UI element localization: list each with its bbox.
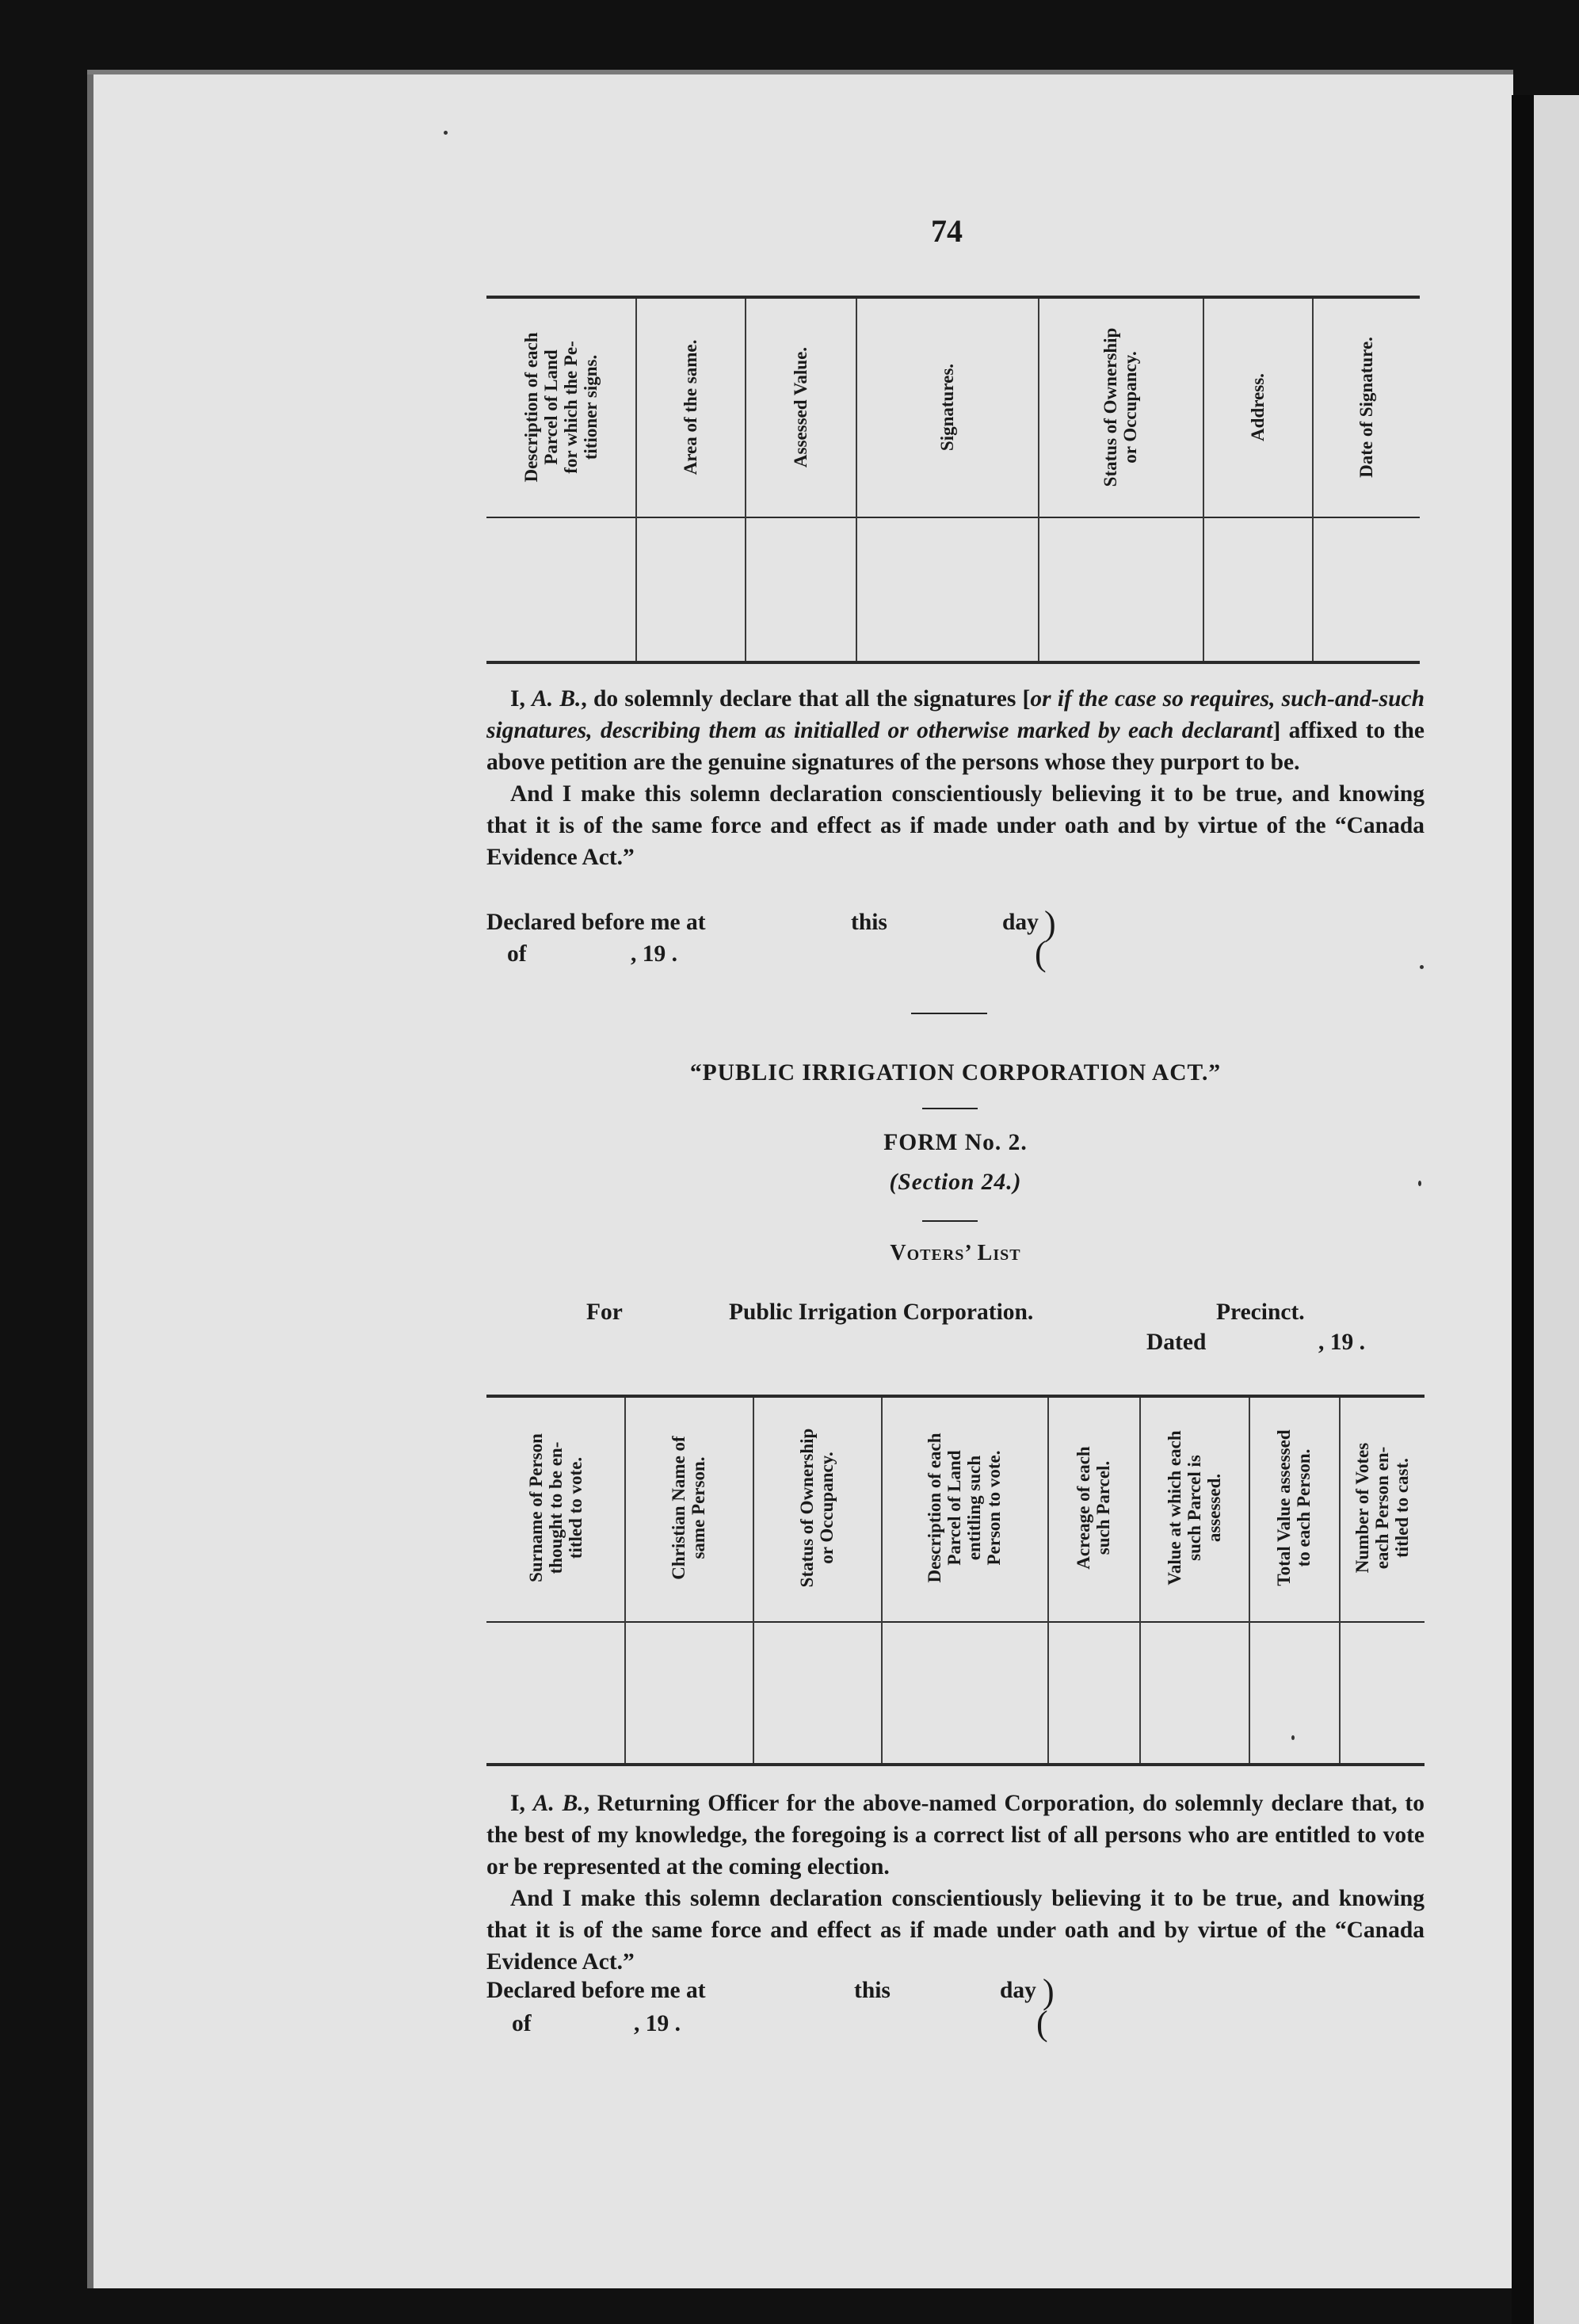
dated-year: , 19 . xyxy=(1318,1330,1365,1355)
column-header-date: Date of Signature. xyxy=(1356,337,1376,478)
for-label: For xyxy=(586,1299,623,1325)
binding-shadow xyxy=(1512,95,1534,2324)
stray-mark xyxy=(1420,965,1424,969)
declared-before-label: Declared before me at xyxy=(486,910,706,935)
form-section: (Section 24.) xyxy=(889,1170,1022,1195)
brace-mark: ) xyxy=(1044,904,1056,943)
declaration-returning-officer xyxy=(486,1788,1425,1978)
table-bottom-rule xyxy=(486,1763,1425,1766)
column-header-address: Address. xyxy=(1247,373,1268,441)
year-label: , 19 . xyxy=(631,941,677,967)
section-divider xyxy=(922,1220,978,1222)
column-header-description: Description of each Parcel of Land entitling such Person to vote. xyxy=(925,1433,1004,1583)
page-left-edge xyxy=(87,70,93,2288)
of-label: of xyxy=(507,941,527,967)
table-header-rule xyxy=(486,1621,1425,1623)
act-title: “PUBLIC IRRIGATION CORPORATION ACT.” xyxy=(689,1060,1222,1086)
stray-mark xyxy=(1418,1181,1421,1186)
this-label: this xyxy=(851,910,887,935)
year-label: , 19 . xyxy=(634,2011,681,2036)
dated-label: Dated xyxy=(1146,1330,1207,1355)
column-header-description: Description of each Parcel of Land for which the Pe- titioner signs. xyxy=(521,332,601,483)
page-number: 74 xyxy=(931,213,963,249)
table-top-rule xyxy=(486,1395,1425,1398)
this-label: this xyxy=(854,1978,891,2003)
day-label: day xyxy=(1000,1978,1036,2003)
column-header-status: Status of Ownership or Occupancy. xyxy=(797,1428,837,1588)
column-header-votes: Number of Votes each Person en- titled to cast. xyxy=(1352,1442,1412,1574)
column-header-surname: Surname of Person thought to be en- titled to vote. xyxy=(525,1433,585,1582)
column-header-total-value: Total Value assessed to each Person. xyxy=(1274,1429,1314,1586)
form-number: FORM No. 2. xyxy=(883,1130,1028,1155)
brace-mark: ( xyxy=(1035,934,1047,973)
column-header-christian-name: Christian Name of same Person. xyxy=(669,1436,708,1580)
column-header-value: Value at which each such Parcel is assessed. xyxy=(1164,1430,1224,1586)
column-header-signatures: Signatures. xyxy=(936,363,957,452)
brace-mark: ) xyxy=(1043,1972,1055,2011)
declaration-paragraph: And I make this solemn declaration conscientiously believing it to be true, and knowing that it is of the same force and effect as if made under oath and by virtue of the “Canada Evidence Act.” xyxy=(486,781,1425,870)
table-top-rule xyxy=(486,296,1420,299)
stray-mark xyxy=(1291,1735,1295,1740)
column-header-area: Area of the same. xyxy=(680,339,700,475)
brace-mark: ( xyxy=(1036,2004,1048,2043)
column-header-assessed-value: Assessed Value. xyxy=(790,346,810,468)
declaration-paragraph: I, A. B., Returning Officer for the above-named Corporation, do solemnly declare that, to the best of my knowledge, the foregoing is a correct list of all persons who are entitled to vote or be represented at the coming election. xyxy=(486,1791,1425,1879)
corporation-label: Public Irrigation Corporation. xyxy=(729,1299,1034,1325)
column-header-acreage: Acreage of each such Parcel. xyxy=(1074,1446,1113,1570)
declaration-paragraph: I, A. B., do solemnly declare that all the signatures [or if the case so requires, such-and-such signatures, describing them as initialled or otherwise marked by each declarant] affixed to the above petition are the genuine signatures of the persons whose they purport to be. xyxy=(486,686,1425,775)
section-divider xyxy=(911,1013,987,1014)
day-label: day xyxy=(1002,910,1039,935)
of-label: of xyxy=(512,2011,532,2036)
table-header-rule xyxy=(486,517,1420,518)
declaration-petition xyxy=(486,683,1425,873)
page-top-edge xyxy=(87,70,1513,74)
stray-mark xyxy=(444,131,448,135)
column-header-status: Status of Ownership or Occupancy. xyxy=(1100,327,1140,487)
declared-before-label: Declared before me at xyxy=(486,1978,706,2003)
precinct-label: Precinct. xyxy=(1216,1299,1305,1325)
section-divider xyxy=(922,1108,978,1109)
declaration-paragraph: And I make this solemn declaration conscientiously believing it to be true, and knowing that it is of the same force and effect as if made under oath and by virtue of the “Canada Evidence Act.” xyxy=(486,1886,1425,1975)
table-bottom-rule xyxy=(486,661,1420,664)
voters-list-title: Voters’ List xyxy=(890,1241,1021,1265)
facing-page-edge xyxy=(1534,95,1579,2324)
